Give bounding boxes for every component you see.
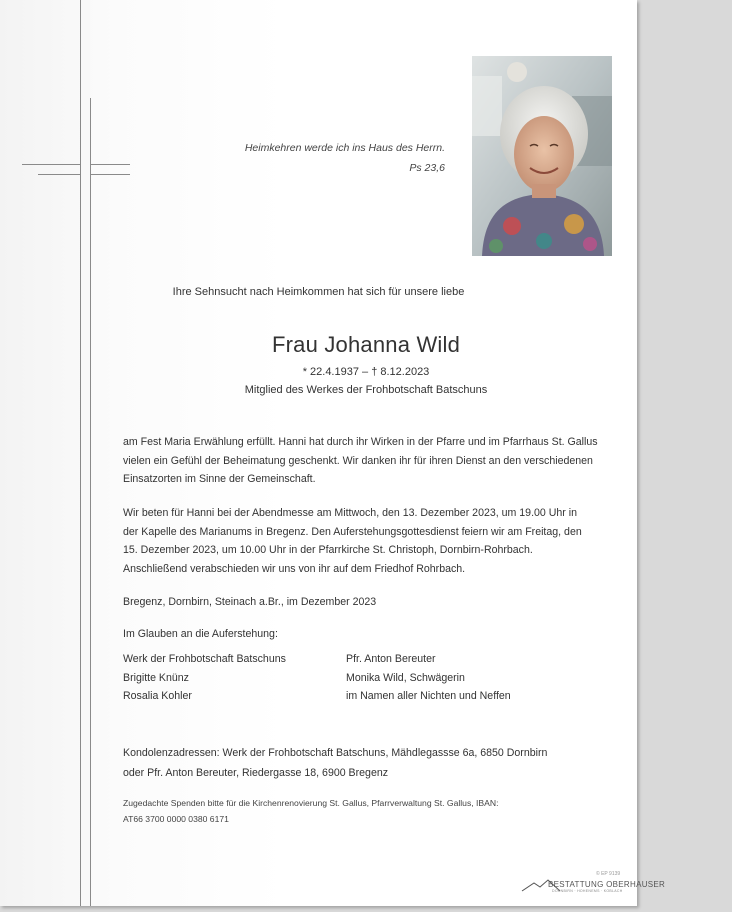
mourner: im Namen aller Nichten und Neffen <box>346 690 511 702</box>
mourner: Monika Wild, Schwägerin <box>346 671 465 684</box>
condolence-line: Kondolenzadressen: Werk der Frohbotschaft Batschuns, Mähdlegassse 6a, 6850 Dornbirn <box>123 747 548 759</box>
paragraph-tribute <box>123 433 610 489</box>
donation-line: AT66 3700 0000 0380 6171 <box>123 814 229 824</box>
portrait-photo <box>472 56 612 256</box>
mourner: Rosalia Kohler <box>123 690 192 702</box>
place-date: Bregenz, Dornbirn, Steinach a.Br., im Dezember 2023 <box>123 596 377 608</box>
mourner: Pfr. Anton Bereuter <box>346 653 436 665</box>
portrait-image <box>472 56 612 256</box>
paragraph-line: Anschließend verabschieden wir uns von ihr auf dem Friedhof Rohrbach. <box>123 562 466 575</box>
condolence-line: oder Pfr. Anton Bereuter, Riedergasse 18, 6900 Bregenz <box>123 767 389 779</box>
paragraph-line: Wir beten für Hanni bei der Abendmesse am Mittwoch, den 13. Dezember 2023, um 19.00 Uhr in <box>123 507 577 519</box>
mourners-left <box>123 650 286 706</box>
funeral-home-tagline: DORNBIRN · HOHENEMS · KOBLACH <box>552 889 623 893</box>
intro-text: Ihre Sehnsucht nach Heimkommen hat sich für unsere liebe <box>172 286 465 298</box>
membership-line: Mitglied des Werkes der Frohbotschaft Batschuns <box>244 384 488 396</box>
funeral-home-brand: BESTATTUNG OBERHAUSER <box>548 880 666 889</box>
paragraph-line: am Fest Maria Erwählung erfüllt. Hanni hat durch ihr Wirken in der Pfarre und im Pfarrhaus St. Gallus <box>123 436 598 448</box>
bible-quote: Heimkehren werde ich ins Haus des Herrn. <box>244 142 445 154</box>
donation-note <box>123 795 498 827</box>
paragraph-line: 15. Dezember 2023, um 10.00 Uhr in der Pfarrkirche St. Christoph, Dornbirn-Rohrbach. <box>123 544 533 556</box>
mourner: Brigitte Knünz <box>123 671 189 684</box>
paragraph-line: Einsatzorten im Sinne der Gemeinschaft. <box>123 473 316 485</box>
document-code: © EP 9139 <box>596 871 621 877</box>
mourners-right <box>346 650 511 706</box>
cross-icon <box>0 0 130 906</box>
deceased-name: Frau Johanna Wild <box>271 332 461 357</box>
donation-line: Zugedachte Spenden bitte für die Kirchenrenovierung St. Gallus, Pfarrverwaltung St. Gallus, IBAN: <box>123 798 499 808</box>
condolence-addresses <box>123 743 547 783</box>
bible-reference: Ps 23,6 <box>409 162 445 174</box>
life-dates: * 22.4.1937 – † 8.12.2023 <box>302 366 430 378</box>
paragraph-services <box>123 504 610 578</box>
mourner: Werk der Frohbotschaft Batschuns <box>123 653 286 665</box>
faith-line: Im Glauben an die Auferstehung: <box>123 628 278 640</box>
paragraph-line: der Kapelle des Marianums in Bregenz. Den Auferstehungsgottesdienst feiern wir am Freitag, den <box>123 525 582 538</box>
paragraph-line: vielen ein Gefühl der Beheimatung geschenkt. Wir danken ihr für ihren Dienst an den verschiedenen <box>123 454 593 467</box>
